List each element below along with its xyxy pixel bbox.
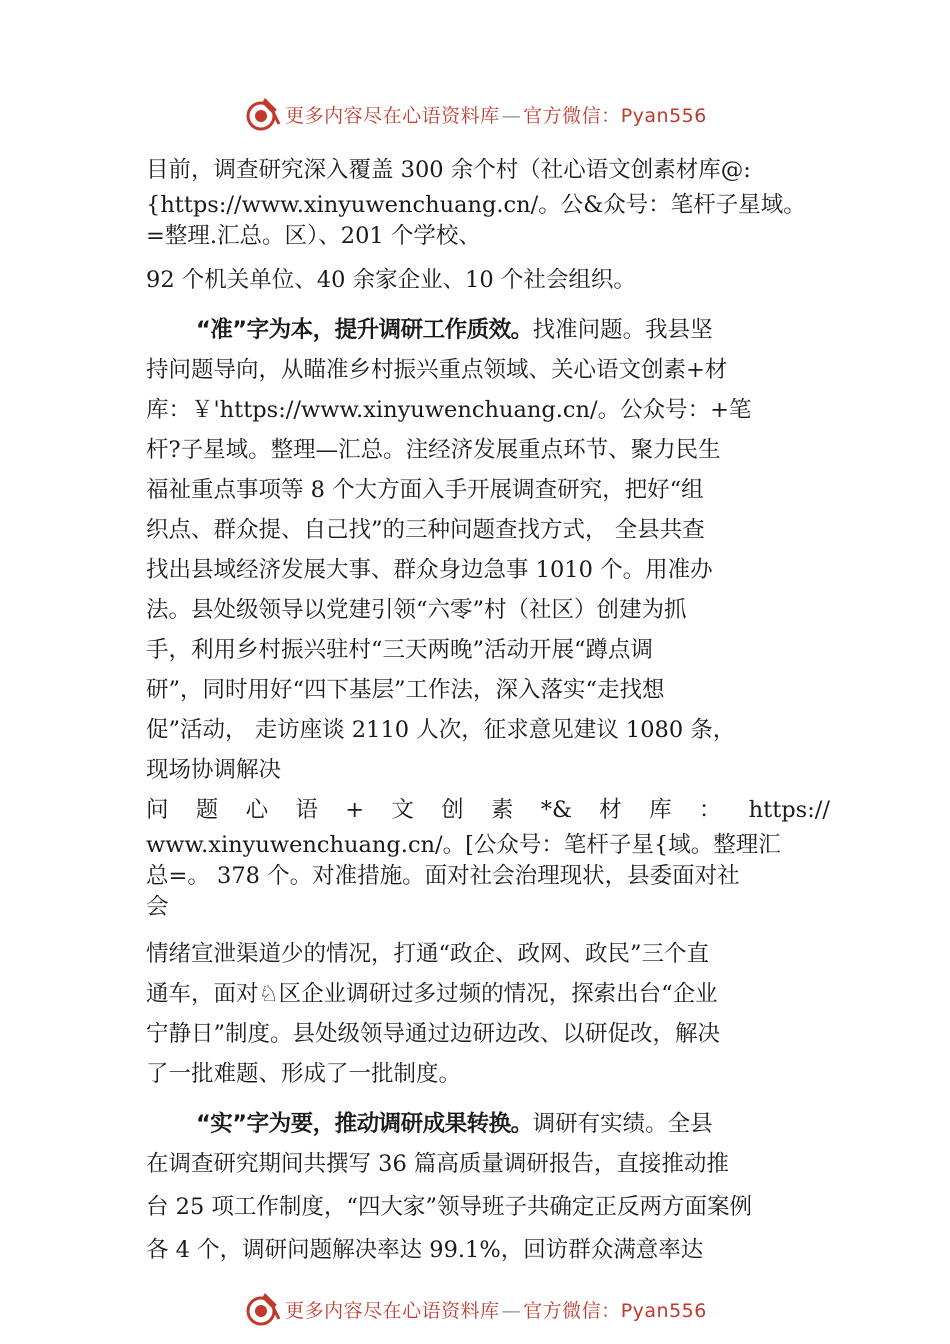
text-token: ： (698, 797, 722, 823)
text-token: 问 (146, 797, 169, 823)
text-token: *& (540, 797, 572, 823)
spread-text-line (146, 790, 830, 830)
text-run: 调研有实绩。全县 (532, 1111, 713, 1137)
text-line: 研”，同时用好“四下基层”工作法，深入落实“走找想 (146, 677, 665, 703)
text-line: 找出县域经济发展大事、群众身边急事 1010 个。用准办 (146, 557, 713, 583)
text-line: 手，利用乡村振兴驻村“三天两晚”活动开展“蹲点调 (146, 637, 654, 663)
text-run: 找准问题。我县坚 (532, 317, 713, 343)
header-banner (0, 94, 950, 134)
banner-text (285, 101, 707, 128)
text-line: 杆?子星域。整理—汇总。注经济发展重点环节、聚力民生 (146, 437, 721, 463)
banner-official-label: 官方微信： (523, 104, 621, 127)
banner-official-label: 官方微信： (523, 1299, 621, 1322)
banner-handle: Pyan556 (620, 1299, 707, 1322)
text-line: 各 4 个，调研问题解决率达 99.1%，回访群众满意率达 (146, 1237, 704, 1263)
text-line: 法。县处级领导以党建引领“六零”村（社区）创建为抓 (146, 597, 687, 623)
text-token: 素 (490, 797, 514, 823)
text-line: 总=。 378 个。对准措施。面对社会治理现状，县委面对社 (146, 863, 740, 889)
text-token: https:// (748, 797, 830, 823)
banner-text (285, 1296, 707, 1323)
text-line: 持问题导向，从瞄准乡村振兴重点领域、关心语文创素+材 (146, 357, 728, 383)
banner-brand: 更多内容尽在心语资料库 (285, 1299, 500, 1322)
text-line: =整理.汇总。区）、201 个学校、 (146, 223, 481, 249)
text-line: 了一批难题、形成了一批制度。 (146, 1061, 462, 1087)
text-token: 文 (391, 797, 414, 823)
text-token: 题 (195, 797, 219, 823)
brand-logo-icon (243, 94, 283, 134)
text-line: 92 个机关单位、40 余家企业、10 个社会组织。 (146, 267, 636, 293)
text-line: 织点、群众提、自己找”的三种问题查找方式， 全县共查 (146, 517, 705, 543)
section-heading: “实”字为要，推动调研成果转换。 (196, 1111, 533, 1137)
brand-logo-icon (243, 1289, 283, 1329)
paragraph-heading-line (146, 310, 830, 350)
banner-separator: — (501, 104, 522, 127)
text-token: 材 (599, 797, 622, 823)
text-line: 在调查研究期间共撰写 36 篇高质量调研报告，直接推动推 (146, 1151, 729, 1177)
text-line: 促”活动， 走访座谈 2110 人次，征求意见建议 1080 条， (146, 717, 736, 743)
banner-handle: Pyan556 (620, 104, 707, 127)
text-line: 会 (146, 894, 169, 920)
document-body (146, 150, 830, 1270)
text-line: 通车，面对♘区企业调研过多过频的情况，探索出台“企业 (146, 981, 718, 1007)
text-line: {https://www.xinyuwenchuang.cn/。公&众号：笔杆子星域。 (146, 192, 806, 218)
text-token: 创 (441, 797, 464, 823)
text-line: 库：￥'https://www.xinyuwenchuang.cn/。公众号：+笔 (146, 397, 752, 423)
text-token: 库 (649, 797, 672, 823)
text-token: 心 (245, 797, 269, 823)
text-line: 目前，调查研究深入覆盖 300 余个村（社心语文创素材库@: (146, 157, 751, 183)
text-line: 情绪宣泄渠道少的情况，打通“政企、政网、政民”三个直 (146, 941, 710, 967)
text-line: www.xinyuwenchuang.cn/。[公众号：笔杆子星{域。整理汇 (146, 832, 781, 858)
text-line: 福祉重点事项等 8 个大方面入手开展调查研究，把好“组 (146, 477, 704, 503)
text-line: 台 25 项工作制度，“四大家”领导班子共确定正反两方面案例 (146, 1194, 752, 1220)
text-token: 语 (295, 797, 318, 823)
text-token: + (345, 797, 365, 823)
paragraph-heading-line (146, 1104, 830, 1144)
text-line: 现场协调解决 (146, 757, 282, 783)
section-heading: “准”字为本，提升调研工作质效。 (196, 317, 533, 343)
text-line: 宁静日”制度。县处级领导通过边研边改、以研促改，解决 (146, 1021, 721, 1047)
banner-separator: — (501, 1299, 522, 1322)
banner-brand: 更多内容尽在心语资料库 (285, 104, 500, 127)
footer-banner (0, 1289, 950, 1329)
